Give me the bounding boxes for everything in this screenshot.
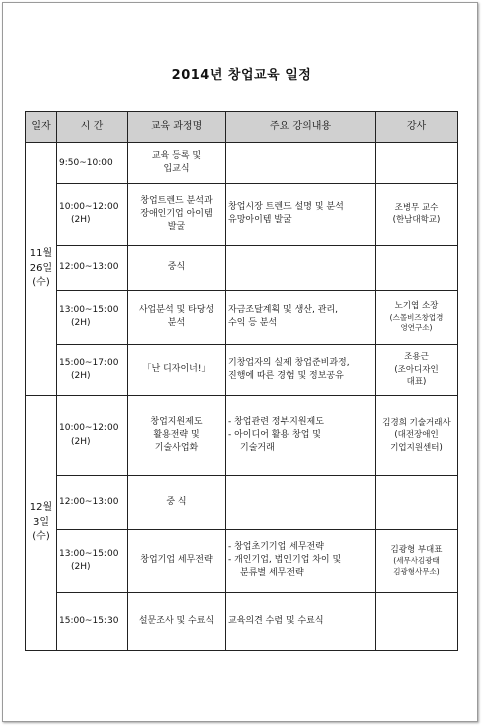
course-cell: 「난 디자이너!」: [128, 344, 226, 395]
lecturer-cell: [376, 476, 458, 529]
lecturer-cell: 김광형 부대표 (세무사김광태 김광형사무소): [376, 529, 458, 593]
header-lecturer: 강사: [376, 112, 458, 143]
course-cell: 중 식: [128, 476, 226, 529]
table-row: [26, 184, 458, 246]
content-cell: 교육의견 수렴 및 수료식: [226, 593, 376, 651]
time-cell: 12:00~13:00: [57, 245, 128, 290]
time-cell: 13:00~15:00 (2H): [57, 529, 128, 593]
time-cell: 9:50~10:00: [57, 143, 128, 184]
time-cell: 10:00~12:00 (2H): [57, 184, 128, 246]
course-cell: 창업지원제도 활용전략 및 기술사업화: [128, 395, 226, 475]
table-row: [26, 143, 458, 184]
header-content: 주요 강의내용: [226, 112, 376, 143]
time-cell: 15:00~15:30: [57, 593, 128, 651]
day-cell-nov26: 11월 26일 (수): [26, 143, 57, 396]
course-cell: 설문조사 및 수료식: [128, 593, 226, 651]
course-cell: 창업기업 세무전략: [128, 529, 226, 593]
course-cell: 중식: [128, 245, 226, 290]
table-row: [26, 593, 458, 651]
table-row: [26, 395, 458, 475]
table-row: [26, 476, 458, 529]
lecturer-cell: 노기엽 소장 (스몰비즈창업경 영연구소): [376, 291, 458, 344]
table-row: [26, 245, 458, 290]
time-cell: 12:00~13:00: [57, 476, 128, 529]
content-cell: [226, 476, 376, 529]
content-cell: - 창업초기기업 세무전략 - 개인기업, 법인기업 차이 및 분류별 세무전략: [226, 529, 376, 593]
schedule-table: [25, 111, 458, 651]
course-cell: 교육 등록 및 입교식: [128, 143, 226, 184]
lecturer-cell: 조병무 교수 (한남대학교): [376, 184, 458, 246]
content-cell: - 창업관련 정부지원제도 - 아이디어 활용 창업 및 기술거래: [226, 395, 376, 475]
course-cell: 사업분석 및 타당성 분석: [128, 291, 226, 344]
table-row: [26, 344, 458, 395]
content-cell: 기창업자의 실제 창업준비과정, 진행에 따른 경험 및 정보공유: [226, 344, 376, 395]
content-cell: 창업시장 트렌드 설명 및 분석 유망아이템 발굴: [226, 184, 376, 246]
lecturer-cell: [376, 593, 458, 651]
table-header-row: [26, 112, 458, 143]
header-course: 교육 과정명: [128, 112, 226, 143]
header-day: 일자: [26, 112, 57, 143]
document-title: 2014년 창업교육 일정: [171, 68, 312, 83]
lecturer-cell: [376, 245, 458, 290]
lecturer-cell: 조용근 (조아디자인 대표): [376, 344, 458, 395]
lecturer-cell: [376, 143, 458, 184]
table-row: [26, 291, 458, 344]
header-time: 시 간: [57, 112, 128, 143]
time-cell: 10:00~12:00 (2H): [57, 395, 128, 475]
lecturer-cell: 김경희 기술거래사 (대전장애인 기업지원센터): [376, 395, 458, 475]
course-cell: 창업트렌드 분석과 장애인기업 아이템 발굴: [128, 184, 226, 246]
content-cell: [226, 245, 376, 290]
time-cell: 15:00~17:00 (2H): [57, 344, 128, 395]
day-cell-dec3: 12월 3일 (수): [26, 395, 57, 650]
time-cell: 13:00~15:00 (2H): [57, 291, 128, 344]
content-cell: 자금조달계획 및 생산, 관리, 수익 등 분석: [226, 291, 376, 344]
content-cell: [226, 143, 376, 184]
table-row: [26, 529, 458, 593]
